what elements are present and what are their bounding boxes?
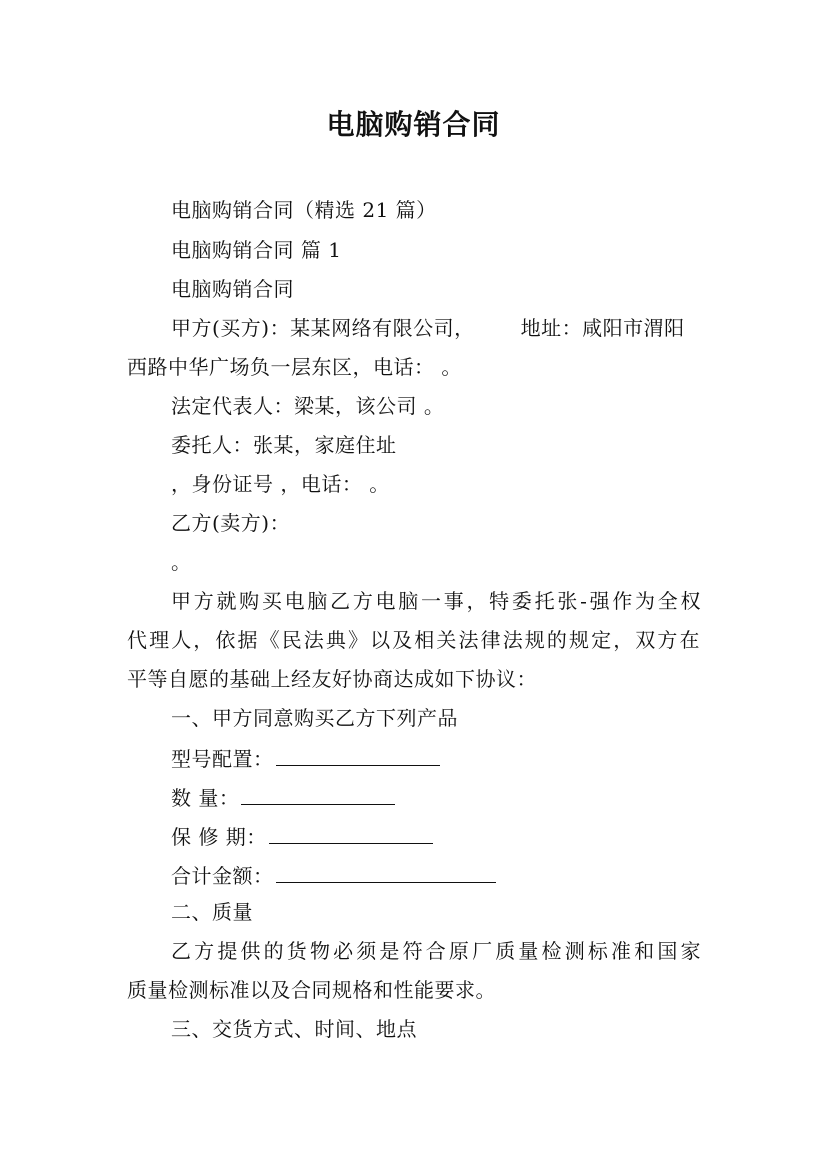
- paragraph-line: 甲方就购买电脑乙方电脑一事，特委托张-强作为全权: [171, 589, 701, 613]
- legal-representative-line: 法定代表人：梁某，该公司 。: [171, 394, 445, 418]
- period-line: 。: [171, 550, 192, 574]
- warranty-label: 保 修 期：: [171, 825, 267, 849]
- clause-one-heading: 一、甲方同意购买乙方下列产品: [171, 706, 458, 730]
- model-config-blank: [276, 745, 440, 766]
- party-a-line: [171, 316, 685, 340]
- model-config-field: [171, 745, 440, 771]
- party-b-line: 乙方(卖方)：: [171, 511, 291, 535]
- quantity-field: [171, 784, 395, 810]
- party-a-name: 甲方(买方)：某某网络有限公司，: [171, 316, 475, 340]
- paragraph-line: 平等自愿的基础上经友好协商达成如下协议：: [127, 667, 537, 691]
- clause-two-heading: 二、质量: [171, 900, 253, 924]
- model-config-label: 型号配置：: [171, 747, 274, 771]
- paragraph-line: 乙方提供的货物必须是符合原厂质量检测标准和国家: [171, 939, 701, 963]
- quantity-blank: [241, 784, 395, 805]
- clause-three-heading: 三、交货方式、时间、地点: [171, 1017, 417, 1041]
- paragraph-line: 质量检测标准以及合同规格和性能要求。: [127, 978, 496, 1002]
- subtitle-line: 电脑购销合同（精选 21 篇）: [171, 198, 437, 222]
- total-amount-blank: [276, 862, 496, 883]
- contract-name-line: 电脑购销合同: [171, 277, 294, 301]
- party-a-address-label: 地址：咸阳市渭阳: [520, 316, 685, 340]
- total-amount-label: 合计金额：: [171, 864, 274, 888]
- warranty-blank: [269, 823, 433, 844]
- agent-line: 委托人：张某，家庭住址: [171, 433, 397, 457]
- warranty-field: [171, 823, 433, 849]
- party-a-address-line: 西路中华广场负一层东区，电话： 。: [127, 355, 462, 379]
- paragraph-line: 代理人，依据《民法典》以及相关法律法规的规定，双方在: [127, 628, 700, 652]
- total-amount-field: [171, 862, 496, 888]
- document-title: 电脑购销合同: [326, 108, 501, 141]
- id-phone-line: ，身份证号 ，电话： 。: [171, 472, 390, 496]
- quantity-label: 数 量：: [171, 786, 240, 810]
- section-heading: 电脑购销合同 篇 1: [171, 238, 342, 262]
